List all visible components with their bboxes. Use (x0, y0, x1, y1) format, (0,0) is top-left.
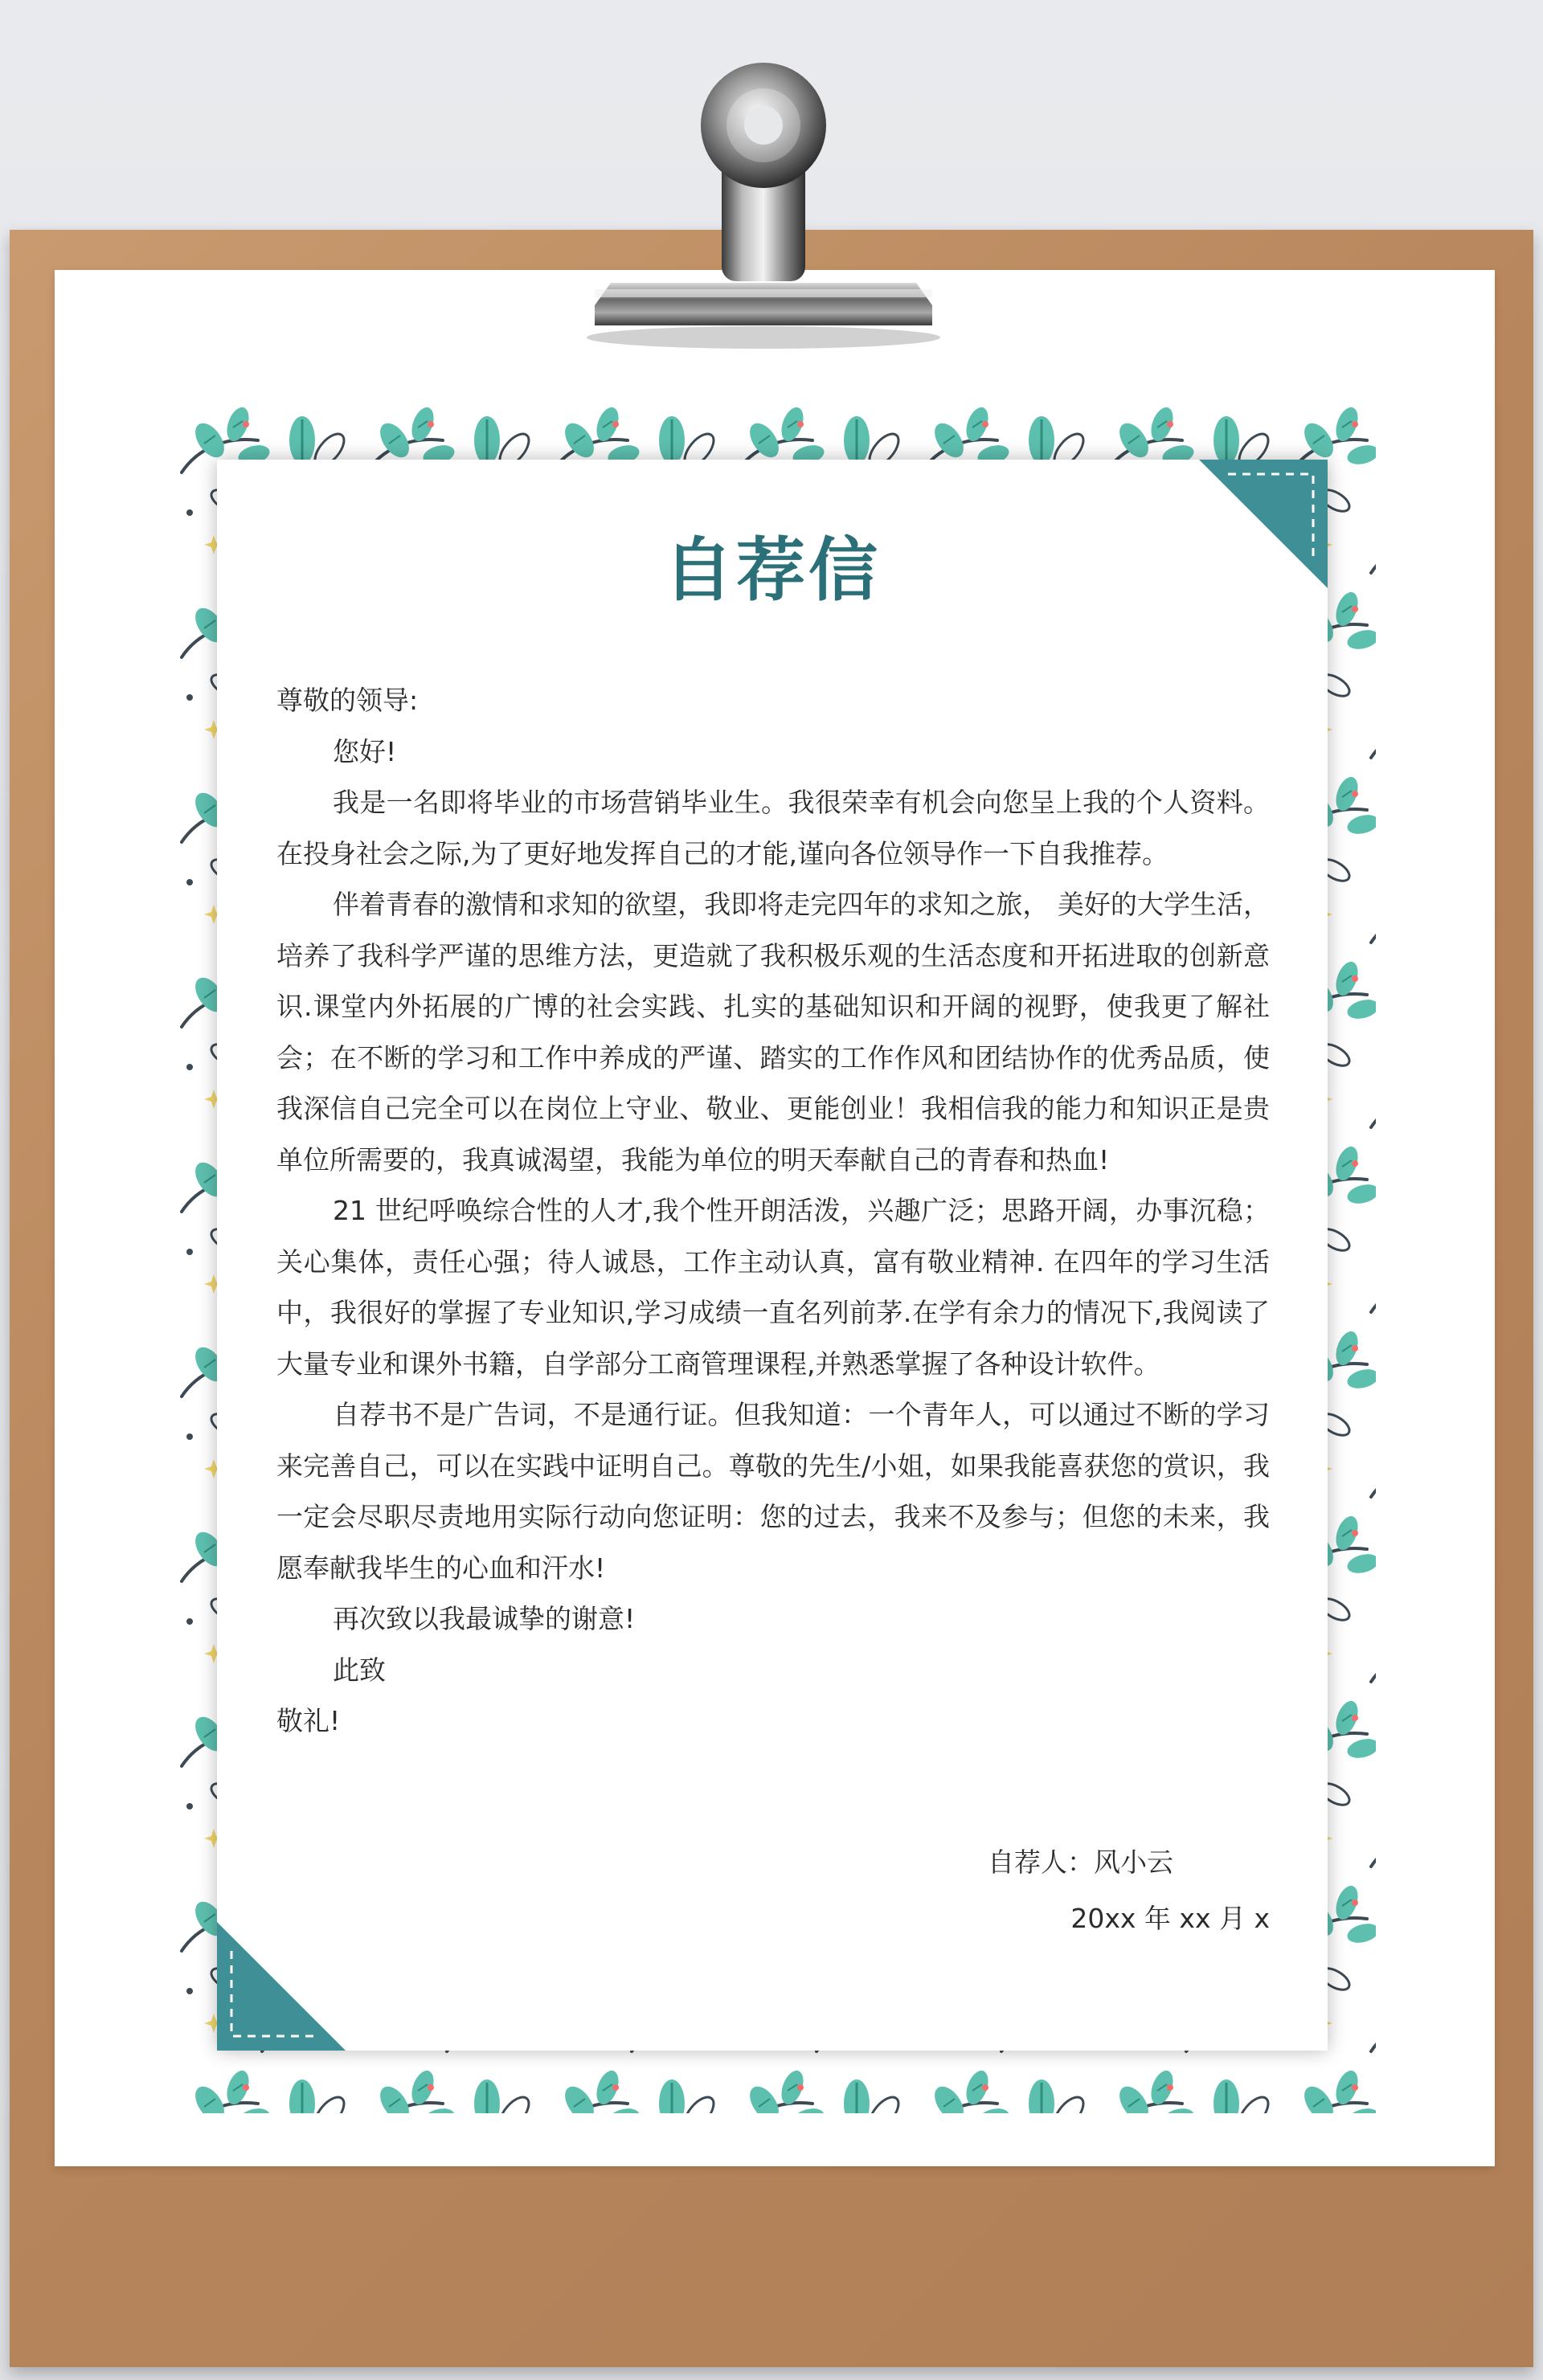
stitched-corner-icon (217, 1922, 346, 2051)
letter-paragraph: 21 世纪呼唤综合性的人才,我个性开朗活泼，兴趣广泛；思路开阔，办事沉稳；关心集体，责任心强；待人诚恳，工作主动认真，富有敬业精神. 在四年的学习生活中，我很好的掌握了专业知识,学习成绩一直名列前茅.在学有余力的情况下,我阅读了大量专业和课外书籍，自学部分工商管理课程,并熟悉掌握了各种设计软件。 (276, 1195, 1270, 1380)
letter-paragraph: 我是一名即将毕业的市场营销毕业生。我很荣幸有机会向您呈上我的个人资料。在投身社会之际,为了更好地发挥自己的才能,谨向各位领导作一下自我推荐。 (276, 787, 1270, 869)
letter-closing-2: 敬礼! (276, 1705, 341, 1736)
letter-hello: 您好! (333, 735, 397, 767)
letter-title: 自荐信 (664, 530, 881, 611)
letter-paragraph: 伴着青春的激情和求知的欲望，我即将走完四年的求知之旅， 美好的大学生活，培养了我科学严谨的思维方法，更造就了我积极乐观的生活态度和开拓进取的创新意识.课堂内外拓展的广博的社会实践、扎实的基础知识和开阔的视野，使我更了解社会；在不断的学习和工作中养成的严谨、踏实的工作作风和团结协作的优秀品质，使我深信自己完全可以在岗位上守业、敬业、更能创业！我相信我的能力和知识正是贵单位所需要的，我真诚渴望，我能为单位的明天奉献自己的青春和热血! (276, 889, 1270, 1176)
letter-signer: 自荐人：风小云 (988, 1846, 1173, 1878)
binder-clip-icon (579, 48, 948, 354)
letter-date: 20xx 年 xx 月 x (1070, 1903, 1270, 1934)
letter-greeting: 尊敬的领导: (276, 685, 419, 716)
letter-paragraph: 自荐书不是广告词，不是通行证。但我知道：一个青年人，可以通过不断的学习来完善自己，可以在实践中证明自己。尊敬的先生/小姐，如果我能喜获您的赏识，我一定会尽职尽责地用实际行动向您证明：您的过去，我来不及参与；但您的未来，我愿奉献我毕生的心血和汗水! (276, 1399, 1270, 1584)
letter-closing-1: 此致 (333, 1654, 386, 1686)
letter-body (276, 675, 1270, 1747)
letter-thanks: 再次致以我最诚挚的谢意! (333, 1603, 636, 1634)
letter-paper (217, 460, 1328, 2051)
